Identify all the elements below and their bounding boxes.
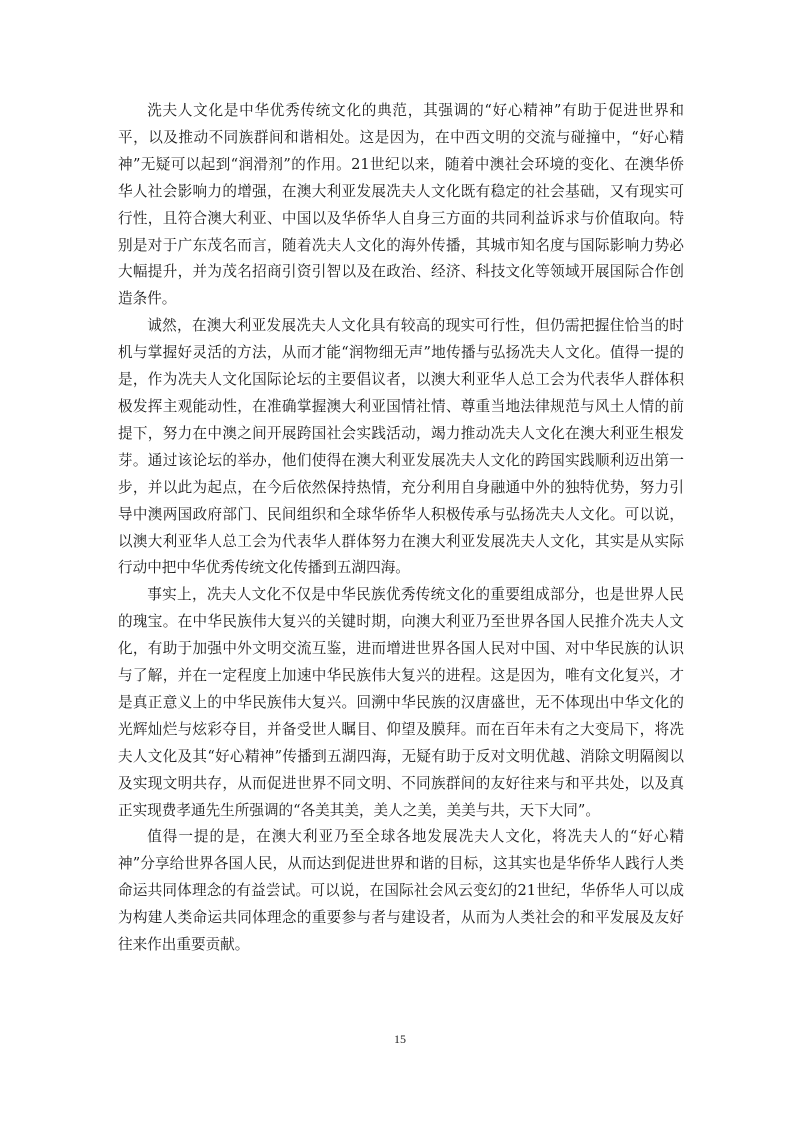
paragraph-3: 事实上，冼夫人文化不仅是中华民族优秀传统文化的重要组成部分，也是世界人民的瑰宝。在中华民族伟大复兴的关键时期，向澳大利亚乃至世界各国人民推介冼夫人文化，有助于加强中外文明交流互鉴，进而增进世界各国人民对中国、对中华民族的认识与了解，并在一定程度上加速中华民族伟大复兴的进程。这是因为，唯有文化复兴，才是真正意义上的中华民族伟大复兴。回溯中华民族的汉唐盛世，无不体现出中华文化的光辉灿烂与炫彩夺目，并备受世人瞩目、仰望及膜拜。而在百年未有之大变局下，将冼夫人文化及其“好心精神”传播到五湖四海，无疑有助于反对文明优越、消除文明隔阂以及实现文明共存，从而促进世界不同文明、不同族群间的友好往来与和平共处，以及真正实现费孝通先生所强调的“各美其美，美人之美，美美与共，天下大同”。 — [118, 586, 684, 819]
body-text — [118, 98, 684, 959]
page-number: 15 — [394, 1032, 406, 1046]
paragraph-4: 值得一提的是，在澳大利亚乃至全球各地发展冼夫人文化，将冼夫人的“好心精神”分享给世界各国人民，从而达到促进世界和谐的目标，这其实也是华侨华人践行人类命运共同体理念的有益尝试。可以说，在国际社会风云变幻的21世纪，华侨华人可以成为构建人类命运共同体理念的重要参与者与建设者，从而为人类社会的和平发展及友好往来作出重要贡献。 — [118, 828, 684, 954]
paragraph-2: 诚然，在澳大利亚发展冼夫人文化具有较高的现实可行性，但仍需把握住恰当的时机与掌握好灵活的方法，从而才能“润物细无声”地传播与弘扬冼夫人文化。值得一提的是，作为冼夫人文化国际论坛的主要倡议者，以澳大利亚华人总工会为代表华人群体积极发挥主观能动性，在准确掌握澳大利亚国情社情、尊重当地法律规范与风土人情的前提下，努力在中澳之间开展跨国社会实践活动，竭力推动冼夫人文化在澳大利亚生根发芽。通过该论坛的举办，他们使得在澳大利亚发展冼夫人文化的跨国实践顺利迈出第一步，并以此为起点，在今后依然保持热情，充分利用自身融通中外的独特优势，努力引导中澳两国政府部门、民间组织和全球华侨华人积极传承与弘扬冼夫人文化。可以说，以澳大利亚华人总工会为代表华人群体努力在澳大利亚发展冼夫人文化，其实是从实际行动中把中华优秀传统文化传播到五湖四海。 — [118, 317, 684, 577]
paragraph-1: 洗夫人文化是中华优秀传统文化的典范，其强调的“好心精神”有助于促进世界和平，以及推动不同族群间和谐相处。这是因为，在中西文明的交流与碰撞中，“好心精神”无疑可以起到“润滑剂”的作用。21世纪以来，随着中澳社会环境的变化、在澳华侨华人社会影响力的增强，在澳大利亚发展冼夫人文化既有稳定的社会基础，又有现实可行性，且符合澳大利亚、中国以及华侨华人自身三方面的共同利益诉求与价值取向。特别是对于广东茂名而言，随着冼夫人文化的海外传播，其城市知名度与国际影响力势必大幅提升，并为茂名招商引资引智以及在政治、经济、科技文化等领域开展国际合作创造条件。 — [118, 102, 684, 308]
